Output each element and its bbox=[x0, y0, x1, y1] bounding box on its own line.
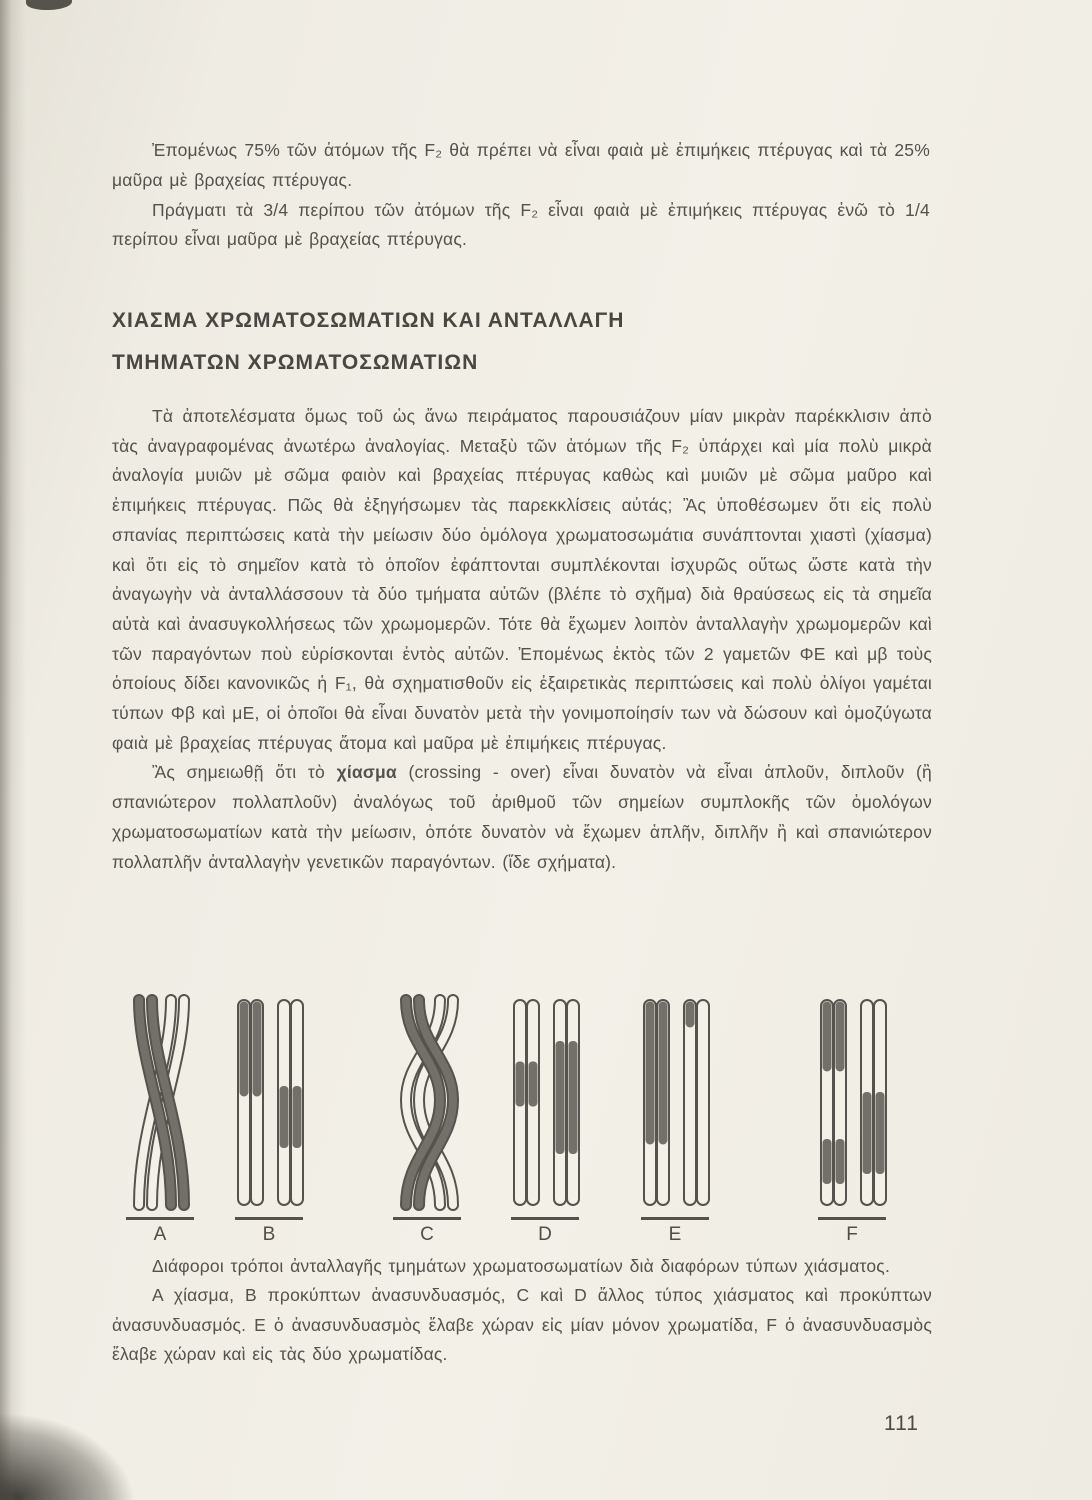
chromosome-figure-d-recombinant bbox=[498, 990, 593, 1215]
figure-label-c: C bbox=[420, 1224, 434, 1245]
single-chromatid-recombination-drawing bbox=[628, 990, 723, 1215]
figure-baseline-d bbox=[511, 1217, 579, 1220]
figure-baseline-f bbox=[818, 1217, 886, 1220]
scan-edge-shadow bbox=[0, 0, 26, 1500]
figure-baseline-e bbox=[641, 1217, 709, 1220]
chromosome-figure-b-recombinant bbox=[222, 990, 317, 1215]
chromosome-figure-a-chiasma bbox=[113, 990, 208, 1215]
figure-label-f: F bbox=[846, 1224, 858, 1245]
chiasma-single-cross-drawing bbox=[113, 990, 208, 1215]
paragraph-f2-actual-ratio: Πράγματι τὰ 3/4 περίπου τῶν ἀτόμων τῆς F₂ εἶναι φαιὰ μὲ ἐπιμήκεις πτέρυγας ἐνῶ τὸ 1/4 περίπου εἶναι μαῦρα μὲ βραχείας πτέρυγας. bbox=[112, 199, 930, 250]
chromosome-figure-f-both-chromatids bbox=[805, 990, 900, 1215]
figure-label-e: E bbox=[668, 1224, 682, 1245]
scan-artifact-top bbox=[26, 0, 72, 11]
figure-caption bbox=[112, 1252, 932, 1369]
paragraph-crossover-explanation: Τὰ ἀποτελέσματα ὅμως τοῦ ὡς ἄνω πειράματος παρουσιάζουν μίαν μικρὰν παρέκκλισιν ἀπὸ τὰς ἀναγραφομένας ἀνωτέρω ἀναλογίας. Μεταξὺ τῶν ἀτόμων τῆς F₂ ὑπάρχει καὶ μία πολὺ μικρὰ ἀναλογία μυιῶν μὲ σῶμα φαιὸν καὶ βραχείας πτέρυγας καθὼς καὶ μυιῶν μὲ σῶμα μαῦρο καὶ ἐπιμήκεις πτέρυγας. Πῶς θὰ ἐξηγήσωμεν τὰς παρεκκλίσεις αὐτάς; Ἂς ὑποθέσωμεν ὅτι εἰς πολὺ σπανίας περιπτώσεις κατὰ τὴν μείωσιν δύο ὁμόλογα χρωματοσωμάτια συνάπτονται χιαστὶ (χίασμα) καὶ ὅτι εἰς τὸ σημεῖον κατὰ τὸ ὁποῖον ἐφάπτονται συμπλέκονται ἰσχυρῶς οὕτως ὥστε κατὰ τὴν ἀναγωγὴν νὰ ἀνταλλάσσουν τὰ δύο τμήματα αὐτῶν (βλέπε τὸ σχῆμα) διὰ θραύσεως εἰς τὰ σημεῖα αὐτὰ καὶ ἀνασυγκολλήσεως τῶν χρωμομερῶν. Τότε θὰ ἔχωμεν λοιπὸν ἀνταλλαγὴν χρωμομερῶν καὶ τῶν παραγόντων ποὺ εὑρίσκονται ἐντὸς αὐτῶν. Ἐπομένως ἐκτὸς τῶν 2 γαμετῶν ΦΕ καὶ μβ τοὺς ὁποίους δίδει κανονικῶς ἡ F₁, θὰ σχηματισθοῦν εἰς ἐξαιρετικὰς περιπτώσεις καὶ πολὺ ὀλίγοι γαμέται τύπων Φβ καὶ μΕ, οἱ ὁποῖοι θὰ εἶναι δυνατὸν μετὰ τὴν γονιμοποίησίν των νὰ δώσουν καὶ ὁμοζύγωτα φαιὰ μὲ βραχείας πτέρυγας ἄτομα καὶ μαῦρα μὲ ἐπιμήκεις πτέρυγας. bbox=[112, 406, 932, 753]
caption-detail: Α χίασμα, Β προκύπτων ἀνασυνδυασμός, C καὶ D ἄλλος τύπος χιάσματος καὶ προκύπτων ἀνασυνδυασμός. Ε ὁ ἀνασυνδυασμὸς ἔλαβε χώραν εἰς μίαν μόνον χρωματίδα, F ὁ ἀνασυνδυασμὸς ἔλαβε χώραν καὶ εἰς τὰς δύο χρωματίδας. bbox=[112, 1285, 932, 1364]
recombinant-chromatids-drawing bbox=[498, 990, 593, 1215]
figure-baseline-c bbox=[393, 1217, 461, 1220]
recombinant-chromatids-drawing bbox=[222, 990, 317, 1215]
both-chromatids-recombination-drawing bbox=[805, 990, 900, 1215]
chiasma-text-post: (crossing - over) εἶναι δυνατὸν νὰ εἶναι ἁπλοῦν, διπλοῦν (ἢ σπανιώτερον πολλαπλοῦν) ἀναλόγως τοῦ ἀριθμοῦ τῶν σημείων συμπλοκῆς τῶν ὁμολόγων χρωματοσωματίων κατὰ τὴν μείωσιν, ὁπότε δυνατὸν νὰ ἔχωμεν ἁπλῆν, διπλῆν ἢ καὶ σπανιώτερον πολλαπλῆν ἀνταλλαγὴν γενετικῶν παραγόντων. (ἴδε σχήματα). bbox=[112, 762, 932, 872]
caption-intro: Διάφοροι τρόποι ἀνταλλαγῆς τμημάτων χρωματοσωματίων διὰ διαφόρων τύπων χιάσματος. bbox=[152, 1256, 891, 1276]
figure-baseline-a bbox=[126, 1217, 194, 1220]
scan-corner-curl bbox=[0, 1409, 144, 1500]
figure-baseline-b bbox=[235, 1217, 303, 1220]
section-heading-line1: ΧΙΑΣΜΑ ΧΡΩΜΑΤΟΣΩΜΑΤΙΩΝ ΚΑΙ ΑΝΤΑΛΛΑΓΗ bbox=[112, 309, 625, 332]
chiasma-text-pre: Ἂς σημειωθῇ ὅτι τὸ bbox=[152, 762, 337, 783]
chromosome-figure-c-chiasma bbox=[380, 990, 475, 1215]
figure-label-a: A bbox=[153, 1224, 167, 1245]
page-number: 111 bbox=[884, 1412, 919, 1435]
paragraph-chiasma-types bbox=[112, 758, 932, 877]
chiasma-term-bold: χίασμα bbox=[336, 762, 397, 783]
chromosome-figure-e-one-chromatid bbox=[628, 990, 723, 1215]
intro-paragraphs bbox=[112, 136, 930, 255]
body-paragraphs bbox=[112, 402, 932, 877]
section-heading-line2: ΤΜΗΜΑΤΩΝ ΧΡΩΜΑΤΟΣΩΜΑΤΙΩΝ bbox=[112, 351, 479, 374]
paragraph-f2-expected-ratio: Ἐπομένως 75% τῶν ἀτόμων τῆς F₂ θὰ πρέπει νὰ εἶναι φαιὰ μὲ ἐπιμήκεις πτέρυγας καὶ τὰ 25% μαῦρα μὲ βραχείας πτέρυγας. bbox=[112, 140, 930, 190]
figure-label-d: D bbox=[538, 1224, 552, 1245]
chiasma-double-cross-drawing bbox=[380, 990, 475, 1215]
section-heading bbox=[112, 300, 930, 384]
figure-label-b: B bbox=[262, 1224, 276, 1245]
